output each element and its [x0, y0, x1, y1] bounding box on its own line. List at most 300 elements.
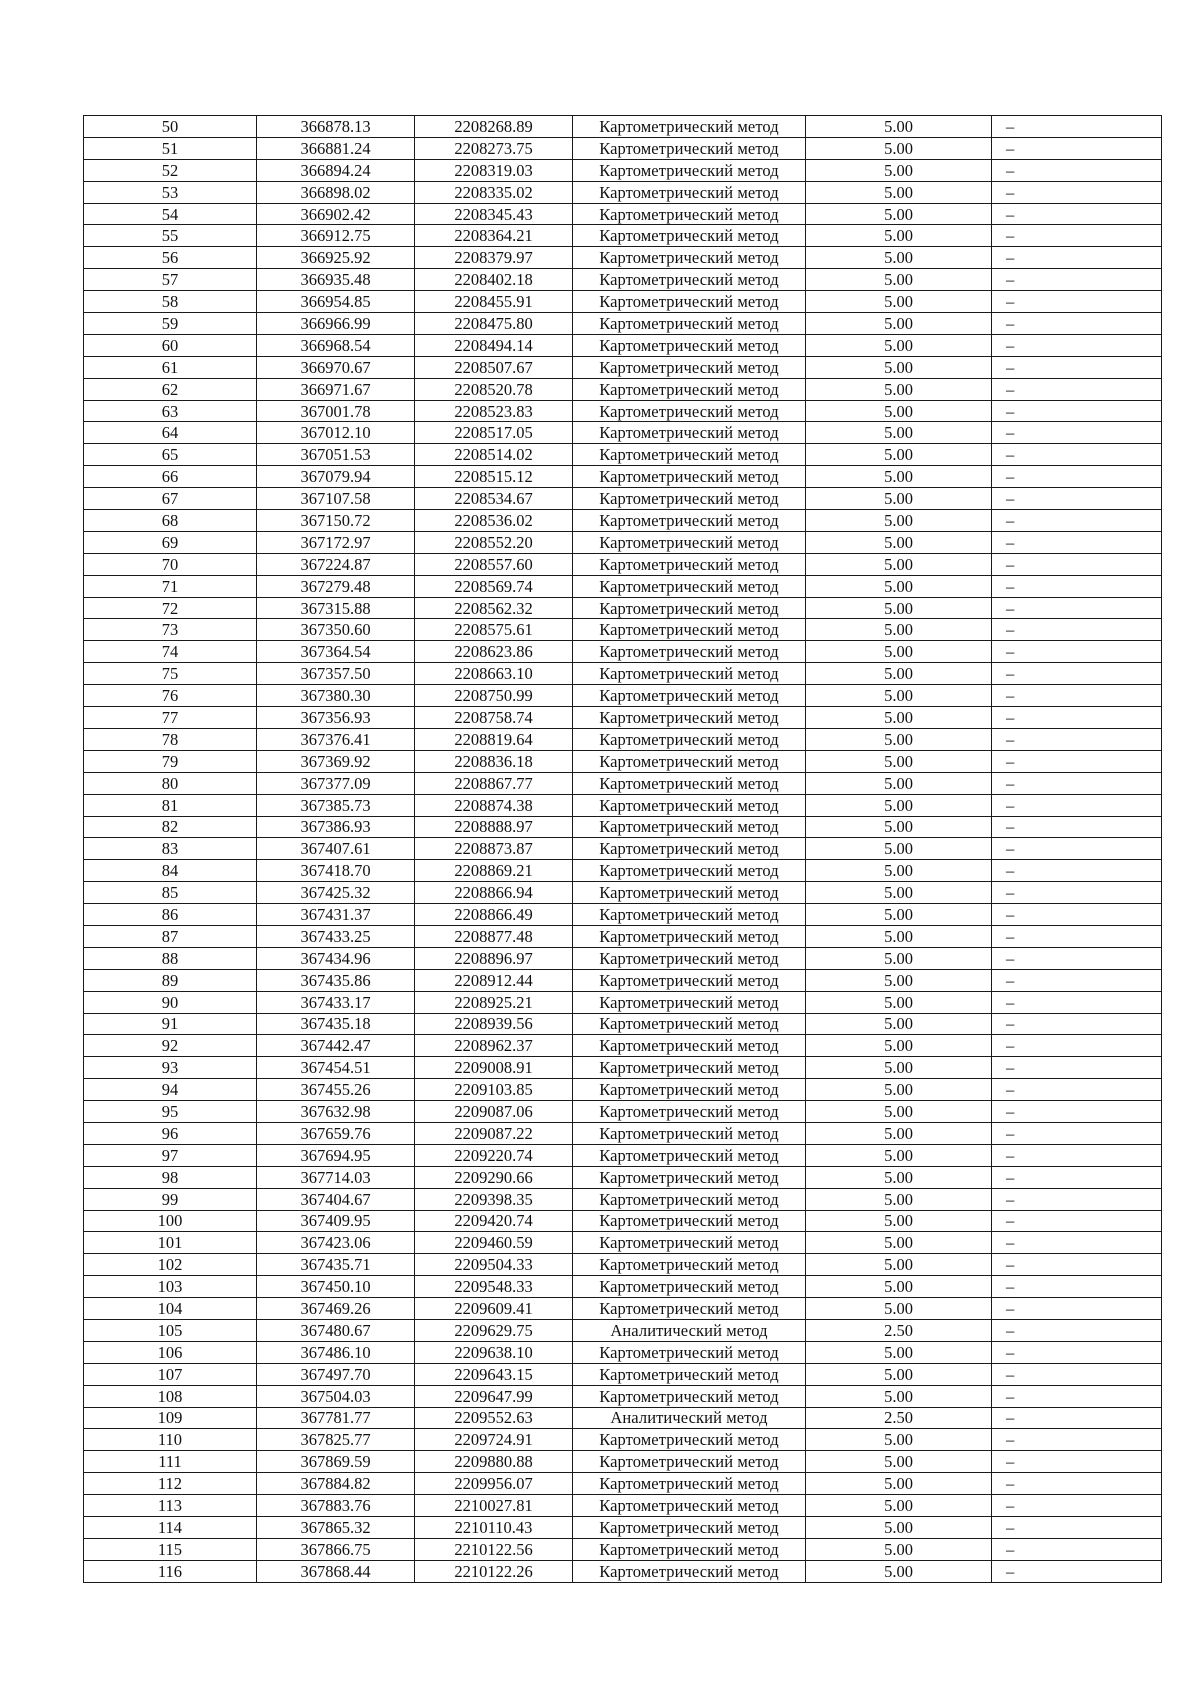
y-coordinate-cell: 2208874.38 — [415, 794, 573, 816]
coordinates-table — [83, 115, 1162, 1583]
method-cell: Картометрический метод — [573, 488, 806, 510]
accuracy-cell: 5.00 — [806, 816, 992, 838]
method-cell: Картометрический метод — [573, 860, 806, 882]
precision-formula-cell: – — [992, 181, 1162, 203]
precision-formula-cell: – — [992, 838, 1162, 860]
y-coordinate-cell: 2208507.67 — [415, 356, 573, 378]
precision-formula-cell: – — [992, 203, 1162, 225]
table-row — [84, 1385, 1162, 1407]
point-number-cell: 89 — [84, 969, 257, 991]
method-cell: Картометрический метод — [573, 400, 806, 422]
precision-formula-cell: – — [992, 510, 1162, 532]
y-coordinate-cell: 2210122.56 — [415, 1538, 573, 1560]
precision-formula-cell: – — [992, 1517, 1162, 1539]
table-row — [84, 356, 1162, 378]
method-cell: Картометрический метод — [573, 663, 806, 685]
x-coordinate-cell: 367884.82 — [257, 1473, 415, 1495]
x-coordinate-cell: 367865.32 — [257, 1517, 415, 1539]
accuracy-cell: 5.00 — [806, 1517, 992, 1539]
x-coordinate-cell: 367315.88 — [257, 597, 415, 619]
y-coordinate-cell: 2209724.91 — [415, 1429, 573, 1451]
table-row — [84, 531, 1162, 553]
precision-formula-cell: – — [992, 269, 1162, 291]
precision-formula-cell: – — [992, 969, 1162, 991]
point-number-cell: 113 — [84, 1495, 257, 1517]
point-number-cell: 63 — [84, 400, 257, 422]
point-number-cell: 54 — [84, 203, 257, 225]
accuracy-cell: 5.00 — [806, 685, 992, 707]
table-row — [84, 969, 1162, 991]
precision-formula-cell: – — [992, 1298, 1162, 1320]
table-row — [84, 181, 1162, 203]
y-coordinate-cell: 2208520.78 — [415, 378, 573, 400]
y-coordinate-cell: 2209220.74 — [415, 1144, 573, 1166]
table-row — [84, 116, 1162, 138]
accuracy-cell: 5.00 — [806, 488, 992, 510]
x-coordinate-cell: 367433.25 — [257, 925, 415, 947]
table-row — [84, 991, 1162, 1013]
point-number-cell: 107 — [84, 1363, 257, 1385]
y-coordinate-cell: 2209420.74 — [415, 1210, 573, 1232]
accuracy-cell: 2.50 — [806, 1319, 992, 1341]
y-coordinate-cell: 2208557.60 — [415, 553, 573, 575]
y-coordinate-cell: 2208750.99 — [415, 685, 573, 707]
table-row — [84, 707, 1162, 729]
accuracy-cell: 5.00 — [806, 904, 992, 926]
table-row — [84, 1341, 1162, 1363]
precision-formula-cell: – — [992, 1473, 1162, 1495]
method-cell: Картометрический метод — [573, 1363, 806, 1385]
point-number-cell: 76 — [84, 685, 257, 707]
method-cell: Картометрический метод — [573, 641, 806, 663]
point-number-cell: 110 — [84, 1429, 257, 1451]
accuracy-cell: 5.00 — [806, 750, 992, 772]
accuracy-cell: 5.00 — [806, 203, 992, 225]
method-cell: Аналитический метод — [573, 1319, 806, 1341]
table-row — [84, 1319, 1162, 1341]
point-number-cell: 106 — [84, 1341, 257, 1363]
table-row — [84, 1035, 1162, 1057]
precision-formula-cell: – — [992, 728, 1162, 750]
y-coordinate-cell: 2208575.61 — [415, 619, 573, 641]
method-cell: Картометрический метод — [573, 116, 806, 138]
table-row — [84, 685, 1162, 707]
precision-formula-cell: – — [992, 1122, 1162, 1144]
method-cell: Картометрический метод — [573, 772, 806, 794]
y-coordinate-cell: 2208873.87 — [415, 838, 573, 860]
point-number-cell: 88 — [84, 947, 257, 969]
accuracy-cell: 5.00 — [806, 1166, 992, 1188]
y-coordinate-cell: 2208335.02 — [415, 181, 573, 203]
x-coordinate-cell: 367051.53 — [257, 444, 415, 466]
point-number-cell: 92 — [84, 1035, 257, 1057]
y-coordinate-cell: 2209609.41 — [415, 1298, 573, 1320]
method-cell: Картометрический метод — [573, 1057, 806, 1079]
y-coordinate-cell: 2208836.18 — [415, 750, 573, 772]
point-number-cell: 91 — [84, 1013, 257, 1035]
y-coordinate-cell: 2208345.43 — [415, 203, 573, 225]
accuracy-cell: 5.00 — [806, 728, 992, 750]
x-coordinate-cell: 367377.09 — [257, 772, 415, 794]
point-number-cell: 69 — [84, 531, 257, 553]
precision-formula-cell: – — [992, 1013, 1162, 1035]
point-number-cell: 97 — [84, 1144, 257, 1166]
method-cell: Картометрический метод — [573, 1429, 806, 1451]
accuracy-cell: 5.00 — [806, 137, 992, 159]
point-number-cell: 65 — [84, 444, 257, 466]
precision-formula-cell: – — [992, 531, 1162, 553]
table-row — [84, 488, 1162, 510]
point-number-cell: 96 — [84, 1122, 257, 1144]
method-cell: Картометрический метод — [573, 1276, 806, 1298]
accuracy-cell: 5.00 — [806, 159, 992, 181]
x-coordinate-cell: 367497.70 — [257, 1363, 415, 1385]
precision-formula-cell: – — [992, 794, 1162, 816]
method-cell: Картометрический метод — [573, 1188, 806, 1210]
accuracy-cell: 5.00 — [806, 1254, 992, 1276]
x-coordinate-cell: 367369.92 — [257, 750, 415, 772]
x-coordinate-cell: 366878.13 — [257, 116, 415, 138]
precision-formula-cell: – — [992, 334, 1162, 356]
x-coordinate-cell: 367868.44 — [257, 1560, 415, 1582]
precision-formula-cell: – — [992, 1254, 1162, 1276]
x-coordinate-cell: 367469.26 — [257, 1298, 415, 1320]
point-number-cell: 90 — [84, 991, 257, 1013]
x-coordinate-cell: 366898.02 — [257, 181, 415, 203]
point-number-cell: 114 — [84, 1517, 257, 1539]
accuracy-cell: 5.00 — [806, 378, 992, 400]
table-row — [84, 1188, 1162, 1210]
y-coordinate-cell: 2208866.94 — [415, 882, 573, 904]
y-coordinate-cell: 2208562.32 — [415, 597, 573, 619]
accuracy-cell: 5.00 — [806, 1385, 992, 1407]
method-cell: Картометрический метод — [573, 334, 806, 356]
y-coordinate-cell: 2208475.80 — [415, 313, 573, 335]
point-number-cell: 67 — [84, 488, 257, 510]
method-cell: Картометрический метод — [573, 1013, 806, 1035]
table-row — [84, 203, 1162, 225]
precision-formula-cell: – — [992, 356, 1162, 378]
y-coordinate-cell: 2208896.97 — [415, 947, 573, 969]
x-coordinate-cell: 367380.30 — [257, 685, 415, 707]
table-row — [84, 794, 1162, 816]
accuracy-cell: 5.00 — [806, 575, 992, 597]
method-cell: Картометрический метод — [573, 1232, 806, 1254]
accuracy-cell: 5.00 — [806, 1079, 992, 1101]
x-coordinate-cell: 367825.77 — [257, 1429, 415, 1451]
x-coordinate-cell: 367425.32 — [257, 882, 415, 904]
x-coordinate-cell: 367869.59 — [257, 1451, 415, 1473]
table-row — [84, 882, 1162, 904]
point-number-cell: 80 — [84, 772, 257, 794]
accuracy-cell: 5.00 — [806, 1429, 992, 1451]
method-cell: Картометрический метод — [573, 794, 806, 816]
x-coordinate-cell: 367434.96 — [257, 947, 415, 969]
accuracy-cell: 5.00 — [806, 794, 992, 816]
y-coordinate-cell: 2209552.63 — [415, 1407, 573, 1429]
y-coordinate-cell: 2210122.26 — [415, 1560, 573, 1582]
coordinates-table-body — [84, 116, 1162, 1583]
accuracy-cell: 5.00 — [806, 531, 992, 553]
y-coordinate-cell: 2208514.02 — [415, 444, 573, 466]
precision-formula-cell: – — [992, 1319, 1162, 1341]
table-row — [84, 1560, 1162, 1582]
x-coordinate-cell: 367431.37 — [257, 904, 415, 926]
point-number-cell: 94 — [84, 1079, 257, 1101]
method-cell: Картометрический метод — [573, 597, 806, 619]
y-coordinate-cell: 2208912.44 — [415, 969, 573, 991]
accuracy-cell: 5.00 — [806, 882, 992, 904]
table-row — [84, 619, 1162, 641]
accuracy-cell: 5.00 — [806, 663, 992, 685]
precision-formula-cell: – — [992, 1210, 1162, 1232]
table-row — [84, 247, 1162, 269]
table-row — [84, 1451, 1162, 1473]
y-coordinate-cell: 2209643.15 — [415, 1363, 573, 1385]
x-coordinate-cell: 366902.42 — [257, 203, 415, 225]
table-row — [84, 1276, 1162, 1298]
method-cell: Картометрический метод — [573, 1035, 806, 1057]
table-row — [84, 1298, 1162, 1320]
method-cell: Картометрический метод — [573, 1254, 806, 1276]
table-row — [84, 728, 1162, 750]
precision-formula-cell: – — [992, 400, 1162, 422]
method-cell: Картометрический метод — [573, 991, 806, 1013]
precision-formula-cell: – — [992, 904, 1162, 926]
method-cell: Картометрический метод — [573, 466, 806, 488]
x-coordinate-cell: 367454.51 — [257, 1057, 415, 1079]
point-number-cell: 78 — [84, 728, 257, 750]
table-row — [84, 838, 1162, 860]
x-coordinate-cell: 366925.92 — [257, 247, 415, 269]
y-coordinate-cell: 2208869.21 — [415, 860, 573, 882]
table-row — [84, 1363, 1162, 1385]
precision-formula-cell: – — [992, 685, 1162, 707]
point-number-cell: 86 — [84, 904, 257, 926]
y-coordinate-cell: 2208939.56 — [415, 1013, 573, 1035]
table-row — [84, 772, 1162, 794]
method-cell: Картометрический метод — [573, 575, 806, 597]
y-coordinate-cell: 2210027.81 — [415, 1495, 573, 1517]
x-coordinate-cell: 366954.85 — [257, 291, 415, 313]
accuracy-cell: 5.00 — [806, 969, 992, 991]
y-coordinate-cell: 2208268.89 — [415, 116, 573, 138]
accuracy-cell: 5.00 — [806, 1363, 992, 1385]
point-number-cell: 70 — [84, 553, 257, 575]
method-cell: Картометрический метод — [573, 1166, 806, 1188]
precision-formula-cell: – — [992, 991, 1162, 1013]
table-row — [84, 400, 1162, 422]
point-number-cell: 51 — [84, 137, 257, 159]
accuracy-cell: 5.00 — [806, 1210, 992, 1232]
point-number-cell: 95 — [84, 1101, 257, 1123]
method-cell: Картометрический метод — [573, 444, 806, 466]
y-coordinate-cell: 2209647.99 — [415, 1385, 573, 1407]
x-coordinate-cell: 367150.72 — [257, 510, 415, 532]
x-coordinate-cell: 367659.76 — [257, 1122, 415, 1144]
precision-formula-cell: – — [992, 750, 1162, 772]
method-cell: Картометрический метод — [573, 356, 806, 378]
x-coordinate-cell: 366912.75 — [257, 225, 415, 247]
precision-formula-cell: – — [992, 1560, 1162, 1582]
x-coordinate-cell: 367407.61 — [257, 838, 415, 860]
precision-formula-cell: – — [992, 159, 1162, 181]
accuracy-cell: 5.00 — [806, 947, 992, 969]
point-number-cell: 98 — [84, 1166, 257, 1188]
precision-formula-cell: – — [992, 116, 1162, 138]
y-coordinate-cell: 2208663.10 — [415, 663, 573, 685]
method-cell: Аналитический метод — [573, 1407, 806, 1429]
x-coordinate-cell: 367435.86 — [257, 969, 415, 991]
point-number-cell: 85 — [84, 882, 257, 904]
method-cell: Картометрический метод — [573, 181, 806, 203]
method-cell: Картометрический метод — [573, 750, 806, 772]
precision-formula-cell: – — [992, 378, 1162, 400]
point-number-cell: 68 — [84, 510, 257, 532]
x-coordinate-cell: 367455.26 — [257, 1079, 415, 1101]
x-coordinate-cell: 367107.58 — [257, 488, 415, 510]
point-number-cell: 84 — [84, 860, 257, 882]
table-row — [84, 422, 1162, 444]
method-cell: Картометрический метод — [573, 422, 806, 444]
y-coordinate-cell: 2209956.07 — [415, 1473, 573, 1495]
precision-formula-cell: – — [992, 444, 1162, 466]
table-row — [84, 816, 1162, 838]
table-row — [84, 225, 1162, 247]
x-coordinate-cell: 367356.93 — [257, 707, 415, 729]
x-coordinate-cell: 367504.03 — [257, 1385, 415, 1407]
y-coordinate-cell: 2209460.59 — [415, 1232, 573, 1254]
table-row — [84, 1122, 1162, 1144]
x-coordinate-cell: 367486.10 — [257, 1341, 415, 1363]
point-number-cell: 116 — [84, 1560, 257, 1582]
method-cell: Картометрический метод — [573, 1538, 806, 1560]
x-coordinate-cell: 367435.71 — [257, 1254, 415, 1276]
y-coordinate-cell: 2208867.77 — [415, 772, 573, 794]
precision-formula-cell: – — [992, 1341, 1162, 1363]
table-row — [84, 1057, 1162, 1079]
accuracy-cell: 5.00 — [806, 291, 992, 313]
precision-formula-cell: – — [992, 1188, 1162, 1210]
method-cell: Картометрический метод — [573, 619, 806, 641]
point-number-cell: 71 — [84, 575, 257, 597]
point-number-cell: 102 — [84, 1254, 257, 1276]
point-number-cell: 52 — [84, 159, 257, 181]
point-number-cell: 62 — [84, 378, 257, 400]
precision-formula-cell: – — [992, 137, 1162, 159]
point-number-cell: 57 — [84, 269, 257, 291]
x-coordinate-cell: 367079.94 — [257, 466, 415, 488]
table-row — [84, 334, 1162, 356]
y-coordinate-cell: 2209638.10 — [415, 1341, 573, 1363]
method-cell: Картометрический метод — [573, 882, 806, 904]
table-row — [84, 1166, 1162, 1188]
table-row — [84, 269, 1162, 291]
precision-formula-cell: – — [992, 641, 1162, 663]
table-row — [84, 1013, 1162, 1035]
accuracy-cell: 5.00 — [806, 925, 992, 947]
x-coordinate-cell: 367279.48 — [257, 575, 415, 597]
table-row — [84, 925, 1162, 947]
precision-formula-cell: – — [992, 575, 1162, 597]
y-coordinate-cell: 2208888.97 — [415, 816, 573, 838]
point-number-cell: 61 — [84, 356, 257, 378]
table-row — [84, 597, 1162, 619]
y-coordinate-cell: 2208925.21 — [415, 991, 573, 1013]
y-coordinate-cell: 2208494.14 — [415, 334, 573, 356]
accuracy-cell: 5.00 — [806, 597, 992, 619]
y-coordinate-cell: 2208569.74 — [415, 575, 573, 597]
accuracy-cell: 5.00 — [806, 1122, 992, 1144]
accuracy-cell: 5.00 — [806, 1144, 992, 1166]
precision-formula-cell: – — [992, 1232, 1162, 1254]
table-row — [84, 1538, 1162, 1560]
y-coordinate-cell: 2208962.37 — [415, 1035, 573, 1057]
accuracy-cell: 5.00 — [806, 641, 992, 663]
method-cell: Картометрический метод — [573, 137, 806, 159]
y-coordinate-cell: 2208552.20 — [415, 531, 573, 553]
x-coordinate-cell: 367001.78 — [257, 400, 415, 422]
method-cell: Картометрический метод — [573, 553, 806, 575]
x-coordinate-cell: 367714.03 — [257, 1166, 415, 1188]
x-coordinate-cell: 367418.70 — [257, 860, 415, 882]
y-coordinate-cell: 2208758.74 — [415, 707, 573, 729]
y-coordinate-cell: 2208455.91 — [415, 291, 573, 313]
point-number-cell: 103 — [84, 1276, 257, 1298]
precision-formula-cell: – — [992, 1495, 1162, 1517]
precision-formula-cell: – — [992, 1363, 1162, 1385]
table-row — [84, 860, 1162, 882]
y-coordinate-cell: 2208623.86 — [415, 641, 573, 663]
method-cell: Картометрический метод — [573, 1144, 806, 1166]
precision-formula-cell: – — [992, 1385, 1162, 1407]
y-coordinate-cell: 2208364.21 — [415, 225, 573, 247]
precision-formula-cell: – — [992, 1429, 1162, 1451]
point-number-cell: 50 — [84, 116, 257, 138]
method-cell: Картометрический метод — [573, 378, 806, 400]
table-row — [84, 313, 1162, 335]
precision-formula-cell: – — [992, 247, 1162, 269]
y-coordinate-cell: 2208536.02 — [415, 510, 573, 532]
x-coordinate-cell: 367224.87 — [257, 553, 415, 575]
x-coordinate-cell: 367632.98 — [257, 1101, 415, 1123]
accuracy-cell: 5.00 — [806, 313, 992, 335]
accuracy-cell: 5.00 — [806, 1035, 992, 1057]
y-coordinate-cell: 2209880.88 — [415, 1451, 573, 1473]
x-coordinate-cell: 367404.67 — [257, 1188, 415, 1210]
x-coordinate-cell: 366968.54 — [257, 334, 415, 356]
method-cell: Картометрический метод — [573, 203, 806, 225]
x-coordinate-cell: 367350.60 — [257, 619, 415, 641]
x-coordinate-cell: 367435.18 — [257, 1013, 415, 1035]
method-cell: Картометрический метод — [573, 904, 806, 926]
accuracy-cell: 5.00 — [806, 860, 992, 882]
x-coordinate-cell: 367866.75 — [257, 1538, 415, 1560]
y-coordinate-cell: 2209087.22 — [415, 1122, 573, 1144]
precision-formula-cell: – — [992, 466, 1162, 488]
accuracy-cell: 2.50 — [806, 1407, 992, 1429]
method-cell: Картометрический метод — [573, 925, 806, 947]
y-coordinate-cell: 2208866.49 — [415, 904, 573, 926]
point-number-cell: 99 — [84, 1188, 257, 1210]
method-cell: Картометрический метод — [573, 1210, 806, 1232]
x-coordinate-cell: 367012.10 — [257, 422, 415, 444]
precision-formula-cell: – — [992, 882, 1162, 904]
method-cell: Картометрический метод — [573, 969, 806, 991]
accuracy-cell: 5.00 — [806, 1057, 992, 1079]
point-number-cell: 82 — [84, 816, 257, 838]
accuracy-cell: 5.00 — [806, 510, 992, 532]
